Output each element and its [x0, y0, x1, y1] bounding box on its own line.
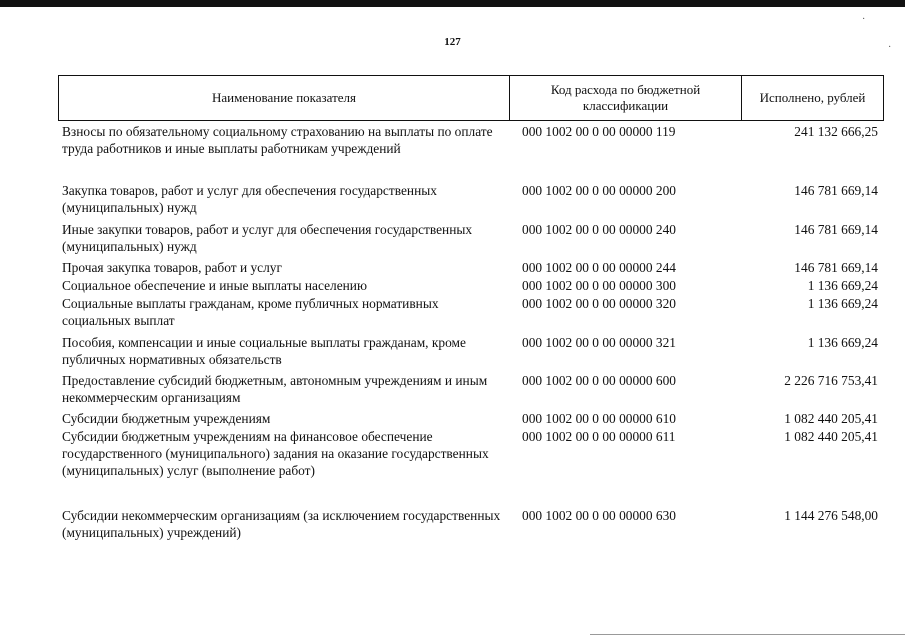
scan-top-border — [0, 0, 905, 7]
table-header — [58, 75, 884, 121]
table-row — [0, 277, 905, 295]
row-code: 000 1002 00 0 00 00000 244 — [522, 260, 676, 275]
scan-bottom-edge — [590, 634, 905, 635]
table-row — [0, 221, 905, 259]
row-code: 000 1002 00 0 00 00000 321 — [522, 335, 676, 350]
page-number: 127 — [444, 36, 461, 48]
row-name: Пособия, компенсации и иные социальные выплаты гражданам, кроме публичных нормативных обязательств — [62, 335, 466, 367]
row-code: 000 1002 00 0 00 00000 610 — [522, 411, 676, 426]
row-executed: 146 781 669,14 — [794, 183, 878, 198]
row-name: Взносы по обязательному социальному страхованию на выплаты по оплате труда работников и иные выплаты работникам учреждений — [62, 124, 493, 156]
row-executed: 1 082 440 205,41 — [784, 429, 878, 444]
table-row — [0, 428, 905, 507]
table-row — [0, 259, 905, 277]
table-row — [0, 334, 905, 372]
row-code: 000 1002 00 0 00 00000 200 — [522, 183, 676, 198]
row-name: Субсидии бюджетным учреждениям — [62, 411, 271, 426]
row-name: Предоставление субсидий бюджетным, автономным учреждениям и иным некоммерческим организациям — [62, 373, 488, 405]
row-code: 000 1002 00 0 00 00000 600 — [522, 373, 676, 388]
row-executed: 1 136 669,24 — [807, 335, 878, 350]
row-code: 000 1002 00 0 00 00000 611 — [522, 429, 676, 444]
row-executed: 1 082 440 205,41 — [784, 411, 878, 426]
column-header-executed: Исполнено, рублей — [741, 76, 883, 120]
table-row — [0, 123, 905, 182]
row-name: Социальные выплаты гражданам, кроме публичных нормативных социальных выплат — [62, 296, 439, 328]
row-code: 000 1002 00 0 00 00000 240 — [522, 222, 676, 237]
row-executed: 241 132 666,25 — [794, 124, 878, 139]
scan-speck: · — [888, 42, 892, 53]
row-executed: 1 144 276 548,00 — [784, 508, 878, 523]
row-name: Субсидии бюджетным учреждениям на финансовое обеспечение государственного (муниципального) задания на оказание государственных (муниципальных) услуг (выполнение работ) — [62, 429, 489, 478]
row-name: Социальное обеспечение и иные выплаты населению — [62, 278, 367, 293]
scan-speck: · — [862, 14, 866, 25]
table-row — [0, 295, 905, 334]
row-executed: 146 781 669,14 — [794, 260, 878, 275]
row-code: 000 1002 00 0 00 00000 119 — [522, 124, 676, 139]
row-executed: 146 781 669,14 — [794, 222, 878, 237]
row-name: Прочая закупка товаров, работ и услуг — [62, 260, 282, 275]
row-executed: 1 136 669,24 — [807, 296, 878, 311]
column-header-name: Наименование показателя — [211, 90, 357, 105]
table-row — [0, 410, 905, 428]
table-row — [0, 507, 905, 545]
row-code: 000 1002 00 0 00 00000 300 — [522, 278, 676, 293]
row-name: Иные закупки товаров, работ и услуг для обеспечения государственных (муниципальных) нужд — [62, 222, 473, 254]
table-row — [0, 372, 905, 410]
table-body — [0, 123, 905, 545]
row-executed: 2 226 716 753,41 — [784, 373, 878, 388]
row-name: Субсидии некоммерческим организациям (за исключением государственных (муниципальных) учреждений) — [62, 508, 501, 540]
row-executed: 1 136 669,24 — [807, 278, 878, 293]
row-name: Закупка товаров, работ и услуг для обеспечения государственных (муниципальных) нужд — [62, 183, 437, 215]
column-header-code: Код расхода по бюджетной классификации — [509, 76, 741, 120]
row-code: 000 1002 00 0 00 00000 320 — [522, 296, 676, 311]
row-code: 000 1002 00 0 00 00000 630 — [522, 508, 676, 523]
table-row — [0, 182, 905, 221]
